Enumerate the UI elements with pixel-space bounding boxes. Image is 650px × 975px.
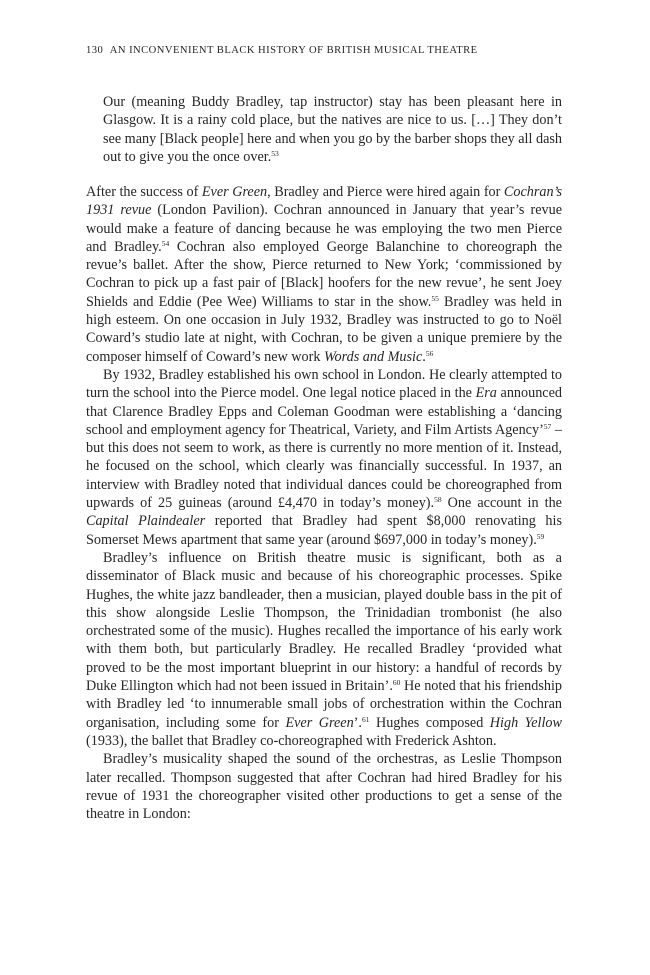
text-run: reported that Bradley had spent $8,000 renovating his Somerset Mews apartment that same year (around $697,000 in today’s money). [86,513,562,548]
text-run: He noted that his friendship with Bradley led ‘to innumerable small jobs of orchestration within the Cochran organisation, including some for [86,678,562,731]
text-run: After the success of [86,184,202,200]
text-run: Bradley was held in high esteem. On one occasion in July 1932, Bradley was instructed to go to Noël Coward’s studio late at night, with Cochran, to be given a unique premiere by the composer himself of Coward’s new work [86,293,562,365]
text-run: Cochran also employed George Balanchine to choreograph the revue’s ballet. After the show, Pierce returned to New York; ‘commissioned by Cochran to pick up a fast pair of [Black] hoofers for the new revue’, he sent Joey Shields and Eddie (Pee Wee) Williams to star in the show. [86,238,562,310]
text-run: By 1932, Bradley established his own school in London. He clearly attempted to turn the school into the Pierce model. One legal notice placed in the [86,366,562,402]
italic-title: Words and Music [324,348,423,365]
italic-title: Capital Plaindealer [86,513,206,530]
italic-title: Ever Green [201,184,268,200]
text-run: – but this does not seem to work, as there is currently no more mention of it. Instead, he focused on the school, which clearly was financially successful. In 1937, an interview with Bradley noted that individual dances could be choreographed from upwards of 25 guineas (around £4,470 in today’s money). [86,421,562,512]
block-quote [103,93,562,166]
footnote-ref: 59 [536,531,545,541]
footnote-ref: 60 [392,678,401,688]
footnote-ref: 55 [431,293,439,303]
italic-title: High Yellow [489,714,562,731]
footnote-ref: 57 [543,421,552,431]
footnote-ref: 54 [161,238,170,248]
text-run: ’. [353,714,362,731]
text-run: announced that Clarence Bradley Epps and Coleman Goodman were establishing a ‘dancing school and employment agency for Theatrical, Variety, and Film Artists Agency’ [86,385,562,438]
running-title: AN INCONVENIENT BLACK HISTORY OF BRITISH MUSICAL THEATRE [109,45,478,56]
body-text [86,183,562,823]
footnote-ref: 56 [425,348,434,358]
body-paragraph [86,366,562,549]
text-run: Hughes composed [369,714,490,731]
italic-title: Cochran’s 1931 revue [86,184,562,219]
body-paragraph [86,750,562,823]
text-run: , Bradley and Pierce were hired again for [267,184,504,200]
footnote-ref: 58 [434,495,442,505]
text-run: (1933), the ballet that Bradley co-choreographed with Frederick Ashton. [86,732,497,749]
footnote-ref: 53 [271,148,279,158]
text-run: Bradley’s musicality shaped the sound of the orchestras, as Leslie Thompson later recalled. Thompson suggested that after Cochran had hired Bradley for his revue of 1931 the choreographer visited other productions to get a sense of the theatre in London: [86,751,562,823]
text-run: . [422,348,426,365]
text-run: (London Pavilion). Cochran announced in January that year’s revue would make a feature of dancing because he was employing the two men Pierce and Bradley. [86,202,562,255]
quote-text: Our (meaning Buddy Bradley, tap instructor) stay has been pleasant here in Glasgow. It is a rainy cold place, but the natives are nice to us. […] They don’t see many [Black people] here and when you go by the barber shops they all dash out to give you the once over. [103,94,562,165]
italic-title: Ever Green [285,714,354,731]
footnote-ref: 61 [361,714,370,724]
text-run: Bradley’s influence on British theatre music is significant, both as a disseminator of Black music and because of his choreographic processes. Spike Hughes, the white jazz bandleader, then a musician, played double bass in the pit of this show alongside Leslie Thompson, the Trinidadian trombonist (he also orchestrated some of the music). Hughes recalled the importance of his early work with them both, but particularly Bradley. He recalled Bradley ‘provided what proved to be the most important blueprint in our history: a handful of records by Duke Ellington which had not been issued in Britain’. [86,549,562,695]
page-number: 130 [86,45,104,56]
italic-title: Era [475,385,497,402]
block-quote-text [103,93,562,166]
body-paragraph [86,549,562,750]
text-run: One account in the [441,495,562,512]
body-paragraph [86,183,562,366]
running-header [86,45,586,56]
